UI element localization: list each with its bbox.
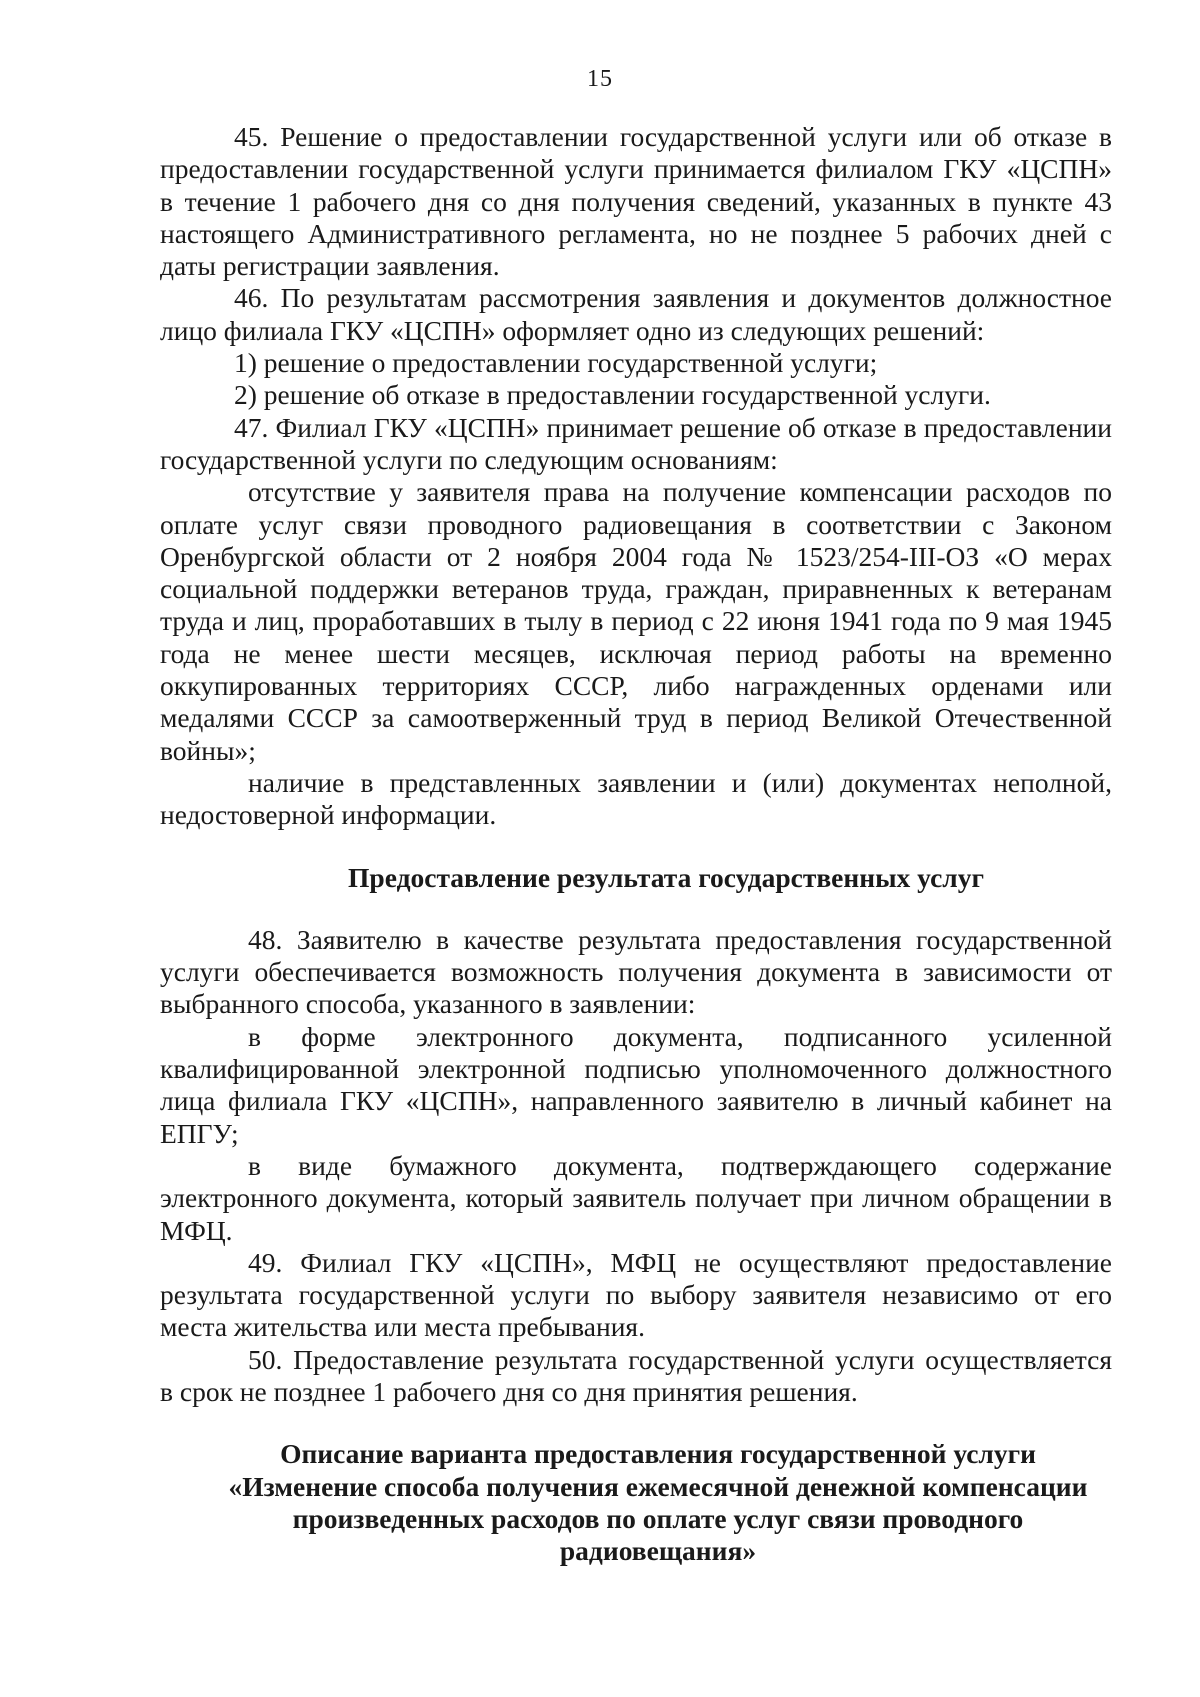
page-number: 15	[587, 66, 613, 92]
section-heading-variant	[160, 1438, 1112, 1567]
section-heading-result: Предоставление результата государственных услуг	[348, 861, 984, 893]
section-heading-variant-line-4: радиовещания»	[559, 1535, 757, 1567]
paragraph-47-ground-2: наличие в представленных заявлении и (или) документах неполной, недостоверной информации.	[160, 766, 1112, 831]
section-heading-variant-line-3: произведенных расходов по оплате услуг связи проводного	[292, 1502, 1024, 1534]
paragraph-46-item-1: 1) решение о предоставлении государственной услуги;	[234, 347, 878, 379]
paragraph-46: 46. По результатам рассмотрения заявления и документов должностное лицо филиала ГКУ «ЦСПН» оформляет одно из следующих решений:	[160, 282, 1112, 346]
section-heading-variant-line-1: Описание варианта предоставления государственной услуги	[280, 1438, 1036, 1470]
paragraph-45: 45. Решение о предоставлении государственной услуги или об отказе в предоставлении государственной услуги принимается филиалом ГКУ «ЦСПН» в течение 1 рабочего дня со дня получения сведений, указанных в пункте 43 настоящего Административного регламента, но не позднее 5 рабочих дней с даты регистрации заявления.	[160, 121, 1112, 282]
paragraph-48-option-paper: в виде бумажного документа, подтверждающего содержание электронного документа, который заявитель получает при личном обращении в МФЦ.	[160, 1149, 1112, 1246]
paragraph-47-ground-1: отсутствие у заявителя права на получение компенсации расходов по оплате услуг связи проводного радиовещания в соответствии с Законом Оренбургской области от 2 ноября 2004 года № 1523/254-III-ОЗ «О мерах социальной поддержки ветеранов труда, граждан, приравненных к ветеранам труда и лиц, проработавших в тылу в период с 22 июня 1941 года по 9 мая 1945 года не менее шести месяцев, исключая период работы на временно оккупированных территориях СССР, либо награжденных орденами или медалями СССР за самоотверженный труд в период Великой Отечественной войны»;	[160, 476, 1112, 766]
paragraph-48-option-electronic: в форме электронного документа, подписанного усиленной квалифицированной электронной подписью уполномоченного должностного лица филиала ГКУ «ЦСПН», направленного заявителю в личный кабинет на ЕПГУ;	[160, 1020, 1112, 1149]
section-heading-variant-line-2: «Изменение способа получения ежемесячной денежной компенсации	[228, 1470, 1088, 1502]
paragraph-47: 47. Филиал ГКУ «ЦСПН» принимает решение об отказе в предоставлении государственной услуги по следующим основаниям:	[160, 411, 1112, 475]
paragraph-50: 50. Предоставление результата государственной услуги осуществляется в срок не позднее 1 рабочего дня со дня принятия решения.	[160, 1343, 1112, 1407]
paragraph-49: 49. Филиал ГКУ «ЦСПН», МФЦ не осуществляют предоставление результата государственной услуги по выбору заявителя независимо от его места жительства или места пребывания.	[160, 1246, 1112, 1343]
paragraph-48: 48. Заявителю в качестве результата предоставления государственной услуги обеспечивается возможность получения документа в зависимости от выбранного способа, указанного в заявлении:	[160, 923, 1112, 1020]
paragraph-46-item-2: 2) решение об отказе в предоставлении государственной услуги.	[234, 379, 991, 411]
document-body	[160, 121, 1112, 1567]
